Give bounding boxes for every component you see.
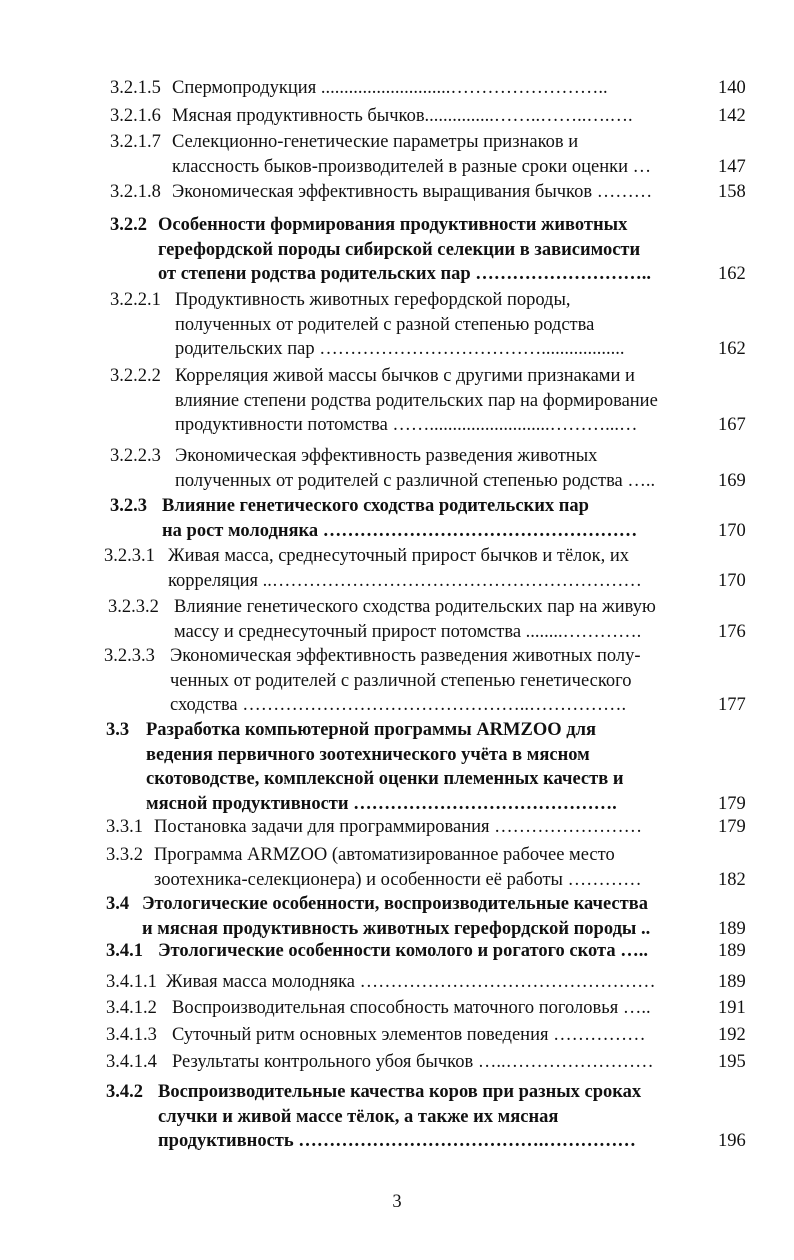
toc-entry (110, 494, 746, 543)
toc-entry-number: 3.2.2.2 (110, 366, 161, 386)
toc-entry-number: 3.2.3.1 (104, 546, 155, 566)
toc-entry-title: сходства ………………………………………..……………. (170, 695, 627, 715)
toc-entry-page: 176 (718, 621, 746, 642)
toc-entry-title: зоотехника-селекционера) и особенности её работы ………… (154, 869, 642, 890)
toc-entry-title: Результаты контрольного убоя бычков …..…………………… (172, 1052, 654, 1072)
toc-entry-title: Продуктивность животных герефордской породы, (175, 290, 571, 310)
toc-entry-title: Живая масса, среднесуточный прирост бычков и тёлок, их (168, 546, 630, 566)
toc-entry-number: 3.4.2 (106, 1082, 143, 1102)
toc-entry (110, 180, 746, 205)
toc-entry (106, 970, 746, 995)
toc-entry-number: 3.3 (106, 720, 130, 740)
toc-entry-number: 3.4 (106, 894, 130, 914)
toc-entry-page: 158 (718, 182, 746, 202)
toc-entry-page: 169 (718, 470, 746, 491)
toc-entry-title: классность быков-производителей в разные сроки оценки … (172, 156, 652, 177)
toc-entry-title: случки и живой массе тёлок, а также их мясная (158, 1106, 559, 1127)
toc-entry-title: на рост молодняка …………………………………………… (162, 520, 638, 541)
toc-entry-number: 3.2.1.7 (110, 132, 161, 152)
toc-entry-page: 167 (718, 415, 746, 435)
toc-entry (106, 892, 746, 941)
toc-entry (110, 130, 746, 179)
toc-entry-title: массу и среднесуточный прирост потомства ........…………. (174, 621, 642, 642)
toc-entry-title: скотоводстве, комплексной оценки племенных качеств и (146, 769, 624, 789)
toc-entry (106, 1023, 746, 1048)
toc-entry (110, 104, 746, 129)
toc-entry-number: 3.2.3.3 (104, 646, 155, 666)
toc-entry-title: мясной продуктивности ……………………………………. (146, 793, 617, 814)
toc-entry-number: 3.4.1 (106, 941, 143, 961)
toc-entry-page: 162 (718, 339, 746, 359)
toc-entry-number: 3.4.1.4 (106, 1052, 157, 1072)
toc-entry-number: 3.2.3 (110, 496, 147, 516)
toc-entry-number: 3.2.2.3 (110, 446, 161, 466)
toc-entry-title: Воспроизводительные качества коров при разных сроках (158, 1082, 642, 1102)
toc-entry-number: 3.4.1.3 (106, 1025, 157, 1045)
toc-entry-title: Экономическая эффективность разведения животных полу- (170, 646, 641, 666)
toc-entry-title: Этологические особенности комолого и рогатого скота ….. (158, 941, 648, 961)
toc-entry (106, 718, 746, 816)
toc-entry-title: Постановка задачи для программирования …………………… (154, 817, 643, 837)
toc-entry-number: 3.4.1.1 (106, 972, 157, 992)
toc-entry-page: 170 (718, 570, 746, 591)
toc-entry-title: Программа ARMZOO (автоматизированное рабочее место (154, 845, 615, 865)
toc-entry (106, 996, 746, 1021)
toc-entry-page: 142 (718, 106, 746, 126)
toc-entry-title: Влияние генетического сходства родительских пар (162, 496, 589, 516)
toc-entry-page: 179 (718, 817, 746, 837)
toc-entry-title: Разработка компьютерной программы ARMZOO для (146, 720, 596, 740)
toc-entry (104, 544, 746, 593)
toc-entry-page: 192 (718, 1025, 746, 1045)
toc-entry (106, 815, 746, 840)
toc-entry-title: родительских пар ……………………………….................. (175, 339, 625, 359)
toc-entry-title: Воспроизводительная способность маточного поголовья ….. (172, 998, 651, 1018)
toc-entry (106, 939, 746, 964)
toc-entry-page: 189 (718, 918, 746, 939)
toc-entry-number: 3.2.2 (110, 215, 147, 235)
toc-entry-number: 3.2.1.5 (110, 78, 161, 98)
toc-entry-title: герефордской породы сибирской селекции в зависимости (158, 239, 641, 260)
toc-entry-title: полученных от родителей с различной степенью родства ….. (175, 470, 656, 491)
toc-entry-title: продуктивность ………………………………….…………… (158, 1131, 636, 1151)
page-number: 3 (392, 1192, 402, 1212)
toc-entry-page: 195 (718, 1052, 746, 1072)
toc-entry-title: Спермопродукция ............................…………………….. (172, 78, 608, 98)
toc-entry-number: 3.2.2.1 (110, 290, 161, 310)
toc-entry-title: Суточный ритм основных элементов поведения …………… (172, 1025, 646, 1045)
toc-entry-number: 3.2.1.6 (110, 106, 161, 126)
toc-entry-page: 196 (718, 1131, 746, 1151)
toc-entry-number: 3.3.1 (106, 817, 143, 837)
toc-entry-number: 3.3.2 (106, 845, 143, 865)
toc-entry-title: Этологические особенности, воспроизводительные качества (142, 894, 648, 914)
toc-entry (110, 213, 746, 287)
toc-entry-number: 3.4.1.2 (106, 998, 157, 1018)
toc-entry-page: 140 (718, 78, 746, 98)
toc-entry-page: 147 (718, 156, 746, 177)
toc-entry-title: ченных от родителей с различной степенью генетического (170, 670, 632, 691)
toc-entry-title: влияние степени родства родительских пар на формирование (175, 390, 658, 411)
toc-entry (110, 444, 746, 493)
toc-entry-page: 162 (718, 264, 746, 284)
toc-entry-page: 191 (718, 998, 746, 1018)
toc-entry-title: Селекционно-генетические параметры признаков и (172, 132, 579, 152)
toc-entry-title: от степени родства родительских пар ……………………….. (158, 264, 652, 284)
toc-entry-title: Экономическая эффективность выращивания бычков ……… (172, 182, 653, 202)
toc-entry-page: 182 (718, 869, 746, 890)
toc-entry-page: 189 (718, 941, 746, 961)
toc-entry (106, 1050, 746, 1075)
toc-entry-title: Экономическая эффективность разведения животных (175, 446, 598, 466)
toc-entry-number: 3.2.3.2 (108, 597, 159, 617)
toc-entry-title: Особенности формирования продуктивности животных (158, 215, 628, 235)
toc-entry (110, 364, 746, 438)
toc-entry-number: 3.2.1.8 (110, 182, 161, 202)
toc-entry-title: ведения первичного зоотехнического учёта в мясном (146, 744, 590, 765)
toc-entry-title: и мясная продуктивность животных герефордской породы .. (142, 918, 651, 939)
toc-entry-page: 170 (718, 520, 746, 541)
toc-entry-title: Мясная продуктивность бычков...............……..……..….…. (172, 106, 633, 126)
toc-entry-title: полученных от родителей с разной степенью родства (175, 314, 595, 335)
toc-entry-page: 177 (718, 695, 746, 715)
toc-entry-title: Корреляция живой массы бычков с другими признаками и (175, 366, 635, 386)
toc-entry-title: Живая масса молодняка ………………………………………… (166, 972, 656, 992)
toc-entry-page: 189 (718, 972, 746, 992)
toc-entry (106, 843, 746, 892)
toc-entry (104, 644, 746, 718)
toc-entry (110, 288, 746, 362)
toc-entry-page: 179 (718, 793, 746, 814)
toc-entry (106, 1080, 746, 1154)
toc-entry-title: продуктивности потомства ……..........................………...… (175, 415, 638, 435)
toc-entry (110, 76, 746, 101)
toc-entry (108, 595, 746, 644)
toc-entry-title: Влияние генетического сходства родительских пар на живую (174, 597, 656, 617)
toc-entry-title: корреляция ..…………………………………………………… (168, 570, 642, 591)
